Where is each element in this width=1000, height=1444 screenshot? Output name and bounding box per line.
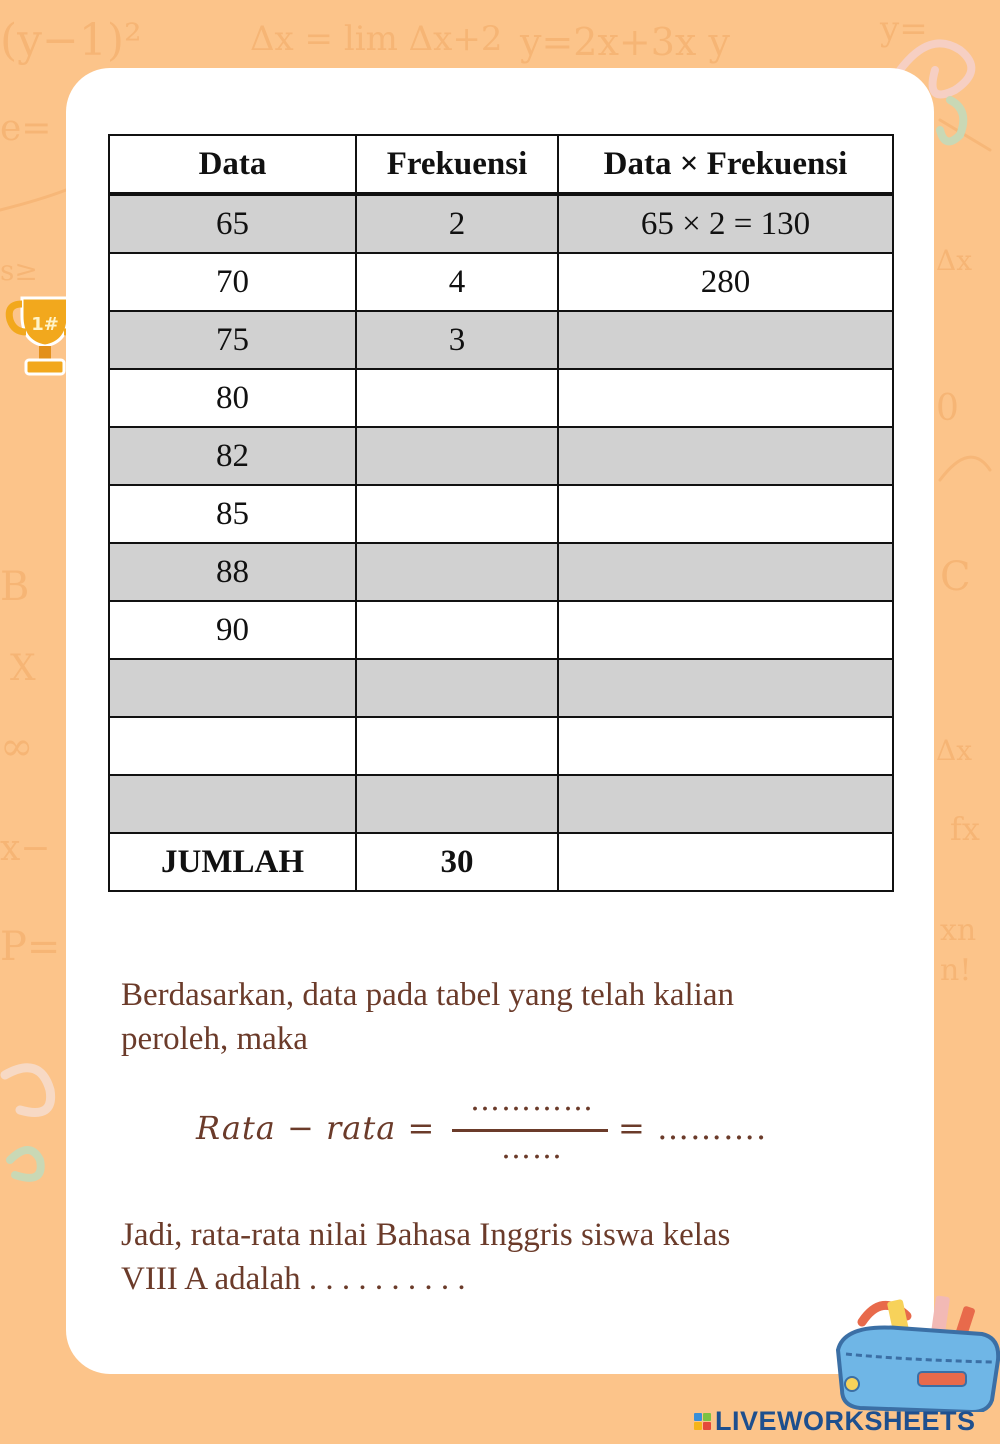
- cell-product[interactable]: [558, 427, 893, 485]
- cell-data: 88: [109, 543, 356, 601]
- table-row: [109, 485, 893, 543]
- cell-product[interactable]: [558, 311, 893, 369]
- conclusion-line-2[interactable]: VIII A adalah . . . . . . . . . .: [121, 1261, 466, 1297]
- cell-data[interactable]: [109, 775, 356, 833]
- cell-data[interactable]: [109, 659, 356, 717]
- cell-frequency[interactable]: [356, 601, 558, 659]
- table-row: [109, 775, 893, 833]
- formula-numerator-blank[interactable]: …………: [470, 1083, 594, 1118]
- trophy-label: 1#: [31, 314, 59, 335]
- formula-denominator-blank[interactable]: ……: [501, 1131, 563, 1166]
- logo-text: LIVEWORKSHEETS: [715, 1405, 976, 1436]
- svg-text:P=: P=: [0, 924, 61, 970]
- svg-text:B: B: [0, 564, 30, 610]
- formula-result-blank[interactable]: = ……….: [618, 1109, 768, 1147]
- cell-data: 85: [109, 485, 356, 543]
- table-row: [109, 543, 893, 601]
- liveworksheets-logo: [694, 1406, 976, 1436]
- total-label: JUMLAH: [109, 833, 356, 891]
- svg-text:n!: n!: [940, 953, 972, 988]
- table-row: [109, 253, 893, 311]
- cell-frequency[interactable]: [356, 543, 558, 601]
- svg-text:Δx = lim Δx+2: Δx = lim Δx+2: [250, 19, 503, 59]
- cell-frequency[interactable]: 3: [356, 311, 558, 369]
- svg-text:s≥: s≥: [0, 254, 38, 287]
- cell-frequency[interactable]: [356, 427, 558, 485]
- cell-frequency[interactable]: [356, 485, 558, 543]
- header-data-times-frequency: Data × Frekuensi: [558, 135, 893, 194]
- svg-text:xn: xn: [940, 913, 977, 948]
- cell-frequency[interactable]: [356, 659, 558, 717]
- total-row: [109, 833, 893, 891]
- cell-product[interactable]: [558, 543, 893, 601]
- instruction-line-1: Berdasarkan, data pada tabel yang telah kalian: [121, 977, 734, 1013]
- cell-product[interactable]: [558, 601, 893, 659]
- svg-text:(y−1)²: (y−1)²: [0, 15, 142, 66]
- pencil-case-icon: [832, 1292, 1000, 1412]
- table-row: [109, 427, 893, 485]
- cell-data: 75: [109, 311, 356, 369]
- cell-frequency[interactable]: 2: [356, 194, 558, 253]
- cell-data: 65: [109, 194, 356, 253]
- header-data: Data: [109, 135, 356, 194]
- svg-text:∞: ∞: [0, 724, 34, 770]
- cell-product[interactable]: [558, 775, 893, 833]
- total-product[interactable]: [558, 833, 893, 891]
- cell-product[interactable]: 65 × 2 = 130: [558, 194, 893, 253]
- instruction-line-2: peroleh, maka: [121, 1021, 308, 1057]
- cell-frequency[interactable]: [356, 369, 558, 427]
- svg-text:x−: x−: [0, 828, 51, 869]
- conclusion-line-1: Jadi, rata-rata nilai Bahasa Inggris siswa kelas: [121, 1217, 731, 1253]
- cell-frequency[interactable]: [356, 717, 558, 775]
- total-frequency: 30: [356, 833, 558, 891]
- svg-text:Δx: Δx: [936, 244, 973, 277]
- svg-text:0: 0: [936, 388, 959, 429]
- instruction-paragraph: [121, 973, 841, 1061]
- cell-data: 90: [109, 601, 356, 659]
- table-header-row: [109, 135, 893, 194]
- svg-text:fx: fx: [950, 810, 980, 848]
- cell-product[interactable]: [558, 717, 893, 775]
- cell-product[interactable]: [558, 659, 893, 717]
- logo-mark-icon: [694, 1413, 711, 1430]
- mean-formula: [196, 1083, 816, 1175]
- table-row: [109, 601, 893, 659]
- frequency-table: [108, 134, 894, 892]
- svg-text:C: C: [940, 554, 971, 600]
- svg-text:Δx: Δx: [936, 734, 973, 767]
- cell-data[interactable]: [109, 717, 356, 775]
- svg-text:X: X: [10, 648, 36, 689]
- cell-product[interactable]: [558, 485, 893, 543]
- svg-text:y=2x+3x y: y=2x+3x y: [520, 20, 730, 64]
- svg-text:e=: e=: [0, 108, 52, 149]
- cell-product[interactable]: [558, 369, 893, 427]
- table-row: [109, 369, 893, 427]
- table-row: [109, 194, 893, 253]
- table-row: [109, 659, 893, 717]
- cell-data: 70: [109, 253, 356, 311]
- formula-lhs: Rata − rata =: [196, 1109, 436, 1147]
- table-row: [109, 717, 893, 775]
- svg-text:y=: y=: [880, 9, 928, 49]
- header-frequency: Frekuensi: [356, 135, 558, 194]
- cell-frequency[interactable]: [356, 775, 558, 833]
- table-row: [109, 311, 893, 369]
- cell-product[interactable]: 280: [558, 253, 893, 311]
- conclusion-paragraph: [121, 1213, 841, 1301]
- cell-data: 82: [109, 427, 356, 485]
- cell-data: 80: [109, 369, 356, 427]
- cell-frequency[interactable]: 4: [356, 253, 558, 311]
